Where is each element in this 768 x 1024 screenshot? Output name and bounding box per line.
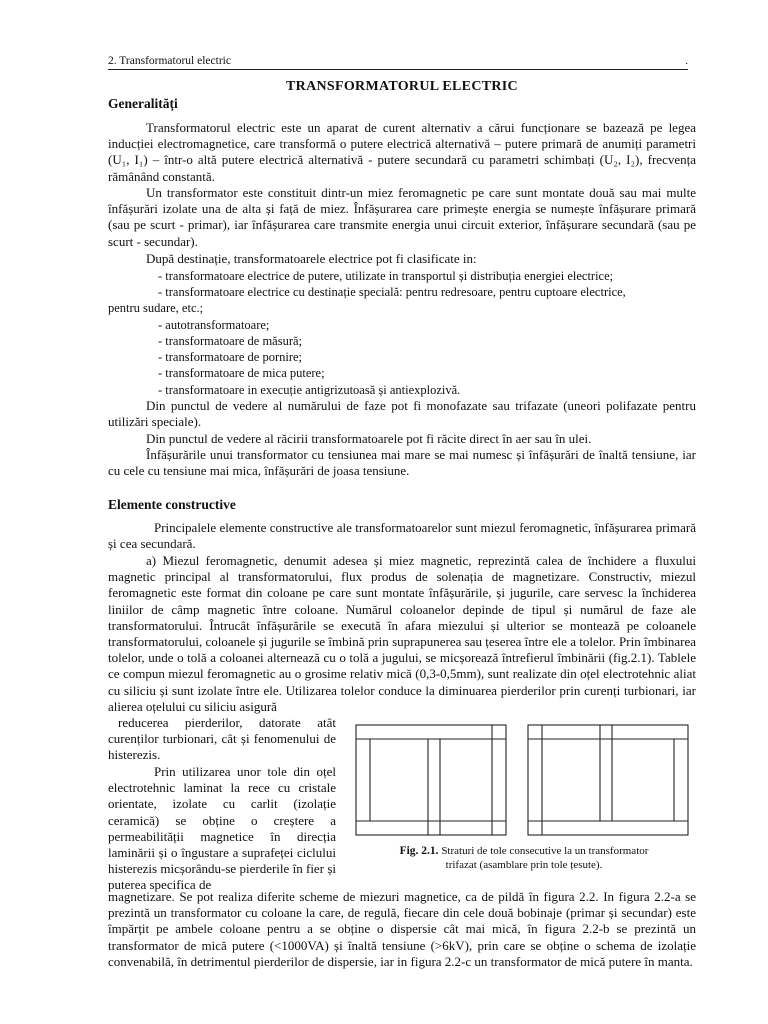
wrapped-text-column: reducerea pierderilor, datorate atât curenților turbionari, cât și fenomenului de histerezis. <box>108 715 336 763</box>
section-heading-generalitati: Generalități <box>108 96 178 111</box>
paragraph: Din punctul de vedere al răcirii transformatoarele pot fi răcite direct în aer sau în ulei. <box>146 431 592 446</box>
wrapped-text-column <box>108 764 336 894</box>
paragraph: Principalele elemente constructive ale transformatoarelor sunt miezul feromagnetic, înfășurarea primară și cea secundară. <box>108 520 696 552</box>
page-title: TRANSFORMATORUL ELECTRIC <box>286 79 518 94</box>
paragraph: Înfășurările unui transformator cu tensiunea mai mare se mai numesc și înfășurări de înaltă tensiune, iar cu cele cu tensiune mai mica, înfășurări de joasa tensiune. <box>108 447 696 479</box>
paragraph: Din punctul de vedere al numărului de faze pot fi monofazate sau trifazate (uneori polifazate pentru utilizări speciale). <box>108 398 696 430</box>
list-item: - transformatoare de pornire; <box>158 350 303 364</box>
figure-caption-line-2: trifazat (asamblare prin tole țesute). <box>445 859 603 871</box>
paragraph: După destinație, transformatoarele electrice pot fi clasificate in: <box>146 251 477 266</box>
paragraph: a) Miezul feromagnetic, denumit adesea și miez magnetic, reprezintă calea de închidere a fluxului magnetic principal al transformatorului, flux produs de solenația de magnetizare. Constructiv, miezul feromagnetic este format din coloane pe care sunt montate înfășurările, și jugurile, care servesc la închiderea liniilor de câmp magnetic între coloane. Numărul coloanelor depinde de tipul și numărul de faze ale transformatorului. Întrucât înfășurările se execută în afara miezului și ulterior se montează pe coloanele transformatorului, coloanele și jugurile se îmbină prin suprapunerea sau țeserea între ele a tolelor. Prin îmbinarea tolelor, unde o tolă a coloanei alternează cu o tolă a jugului, se micșorează întrefierul îmbinării (fig.2.1). Tablele ce compun miezul feromagnetic au o grosime relativ mică (0,3-0,5mm), sunt realizate din oțel electrotehnic aliat cu siliciu și sunt izolate între ele. Utilizarea tolelor conduce la diminuarea pierderilor prin curenți turbionari, iar alierea oțelului cu siliciu asigură <box>108 553 696 714</box>
paragraph: Un transformator este constituit dintr-un miez feromagnetic pe care sunt montate două sau mai multe înfășurări izolate una de alta și față de miez. Înfășurarea care primește energia se numește înfășurare primară (sau pe scurt - primar), iar înfășurarea care transmite energia unui circuit exterior, înfășurare secundară (sau pe scurt - secundar). <box>108 185 696 249</box>
figure-caption <box>352 844 696 872</box>
list-item-continuation: pentru sudare, etc.; <box>108 301 204 315</box>
section-heading-elemente: Elemente constructive <box>108 497 236 512</box>
header-trail: . <box>685 55 688 67</box>
list-item: - transformatoare in execuție antigrizutoasă și antiexplozivă. <box>158 383 461 397</box>
figure-label: Fig. 2.1. <box>399 845 439 857</box>
list-item: - transformatoare de măsură; <box>158 334 303 348</box>
wrapped-paragraph: Prin utilizarea unor tole din oțel electrotehnic laminat la rece cu cristale orientate, izolate cu carlit (izolație ceramică) se obține o creștere a permeabilității magnetice în direcția laminării și o îngustare a suprafeței ciclului histerezis micșorându-se pierderile în fier și puterea specifica de <box>108 764 336 893</box>
lamination-layer-b <box>528 725 688 835</box>
paragraph: magnetizare. Se pot realiza diferite scheme de miezuri magnetice, ca de pildă în figura 2.2. In figura 2.2-a se prezintă un transformator cu coloane la care, de regulă, fiecare din cele două bobinaje (primar și secundar) este împărțit pe ambele coloane pentru a se obține o dispersie cât mai mică, în figura 2.2-b se prezintă un transformator de mică putere (<1000VA) și înaltă tensiune (>6kV), prin care se obține o schema de izolație convenabilă, în detrimentul pierderilor de dispersie, iar in figura 2.2-c un transformator de mică putere în manta. <box>108 889 696 969</box>
paragraph: Transformatorul electric este un aparat de curent alternativ a cărui funcționare se bazează pe legea inducției electromagnetice, care transformă o putere electrică alternativă – putere primară de anumiți parametri (U₁, I₁) – într-o altă putere electrică alternativă - putere secundară cu parametri schimbați (U₂, I₂), frecvența rămânând constantă. <box>108 120 696 184</box>
figure-2-1 <box>352 720 696 880</box>
core-laminations-diagram <box>352 720 696 840</box>
list-item: - transformatoare de mica putere; <box>158 366 325 380</box>
list-item: - autotransformatoare; <box>158 318 270 332</box>
header-chapter: 2. Transformatorul electric <box>108 55 231 67</box>
list-item: - transformatoare electrice de putere, utilizate in transportul și distribuția energiei electrice; <box>158 269 614 283</box>
running-header <box>108 53 688 70</box>
figure-caption-line-1: Straturi de tole consecutive la un transformator <box>438 845 649 857</box>
list-item: - transformatoare electrice cu destinație specială: pentru redresoare, pentru cuptoare electrice, <box>158 285 626 299</box>
lamination-layer-a <box>356 725 506 835</box>
